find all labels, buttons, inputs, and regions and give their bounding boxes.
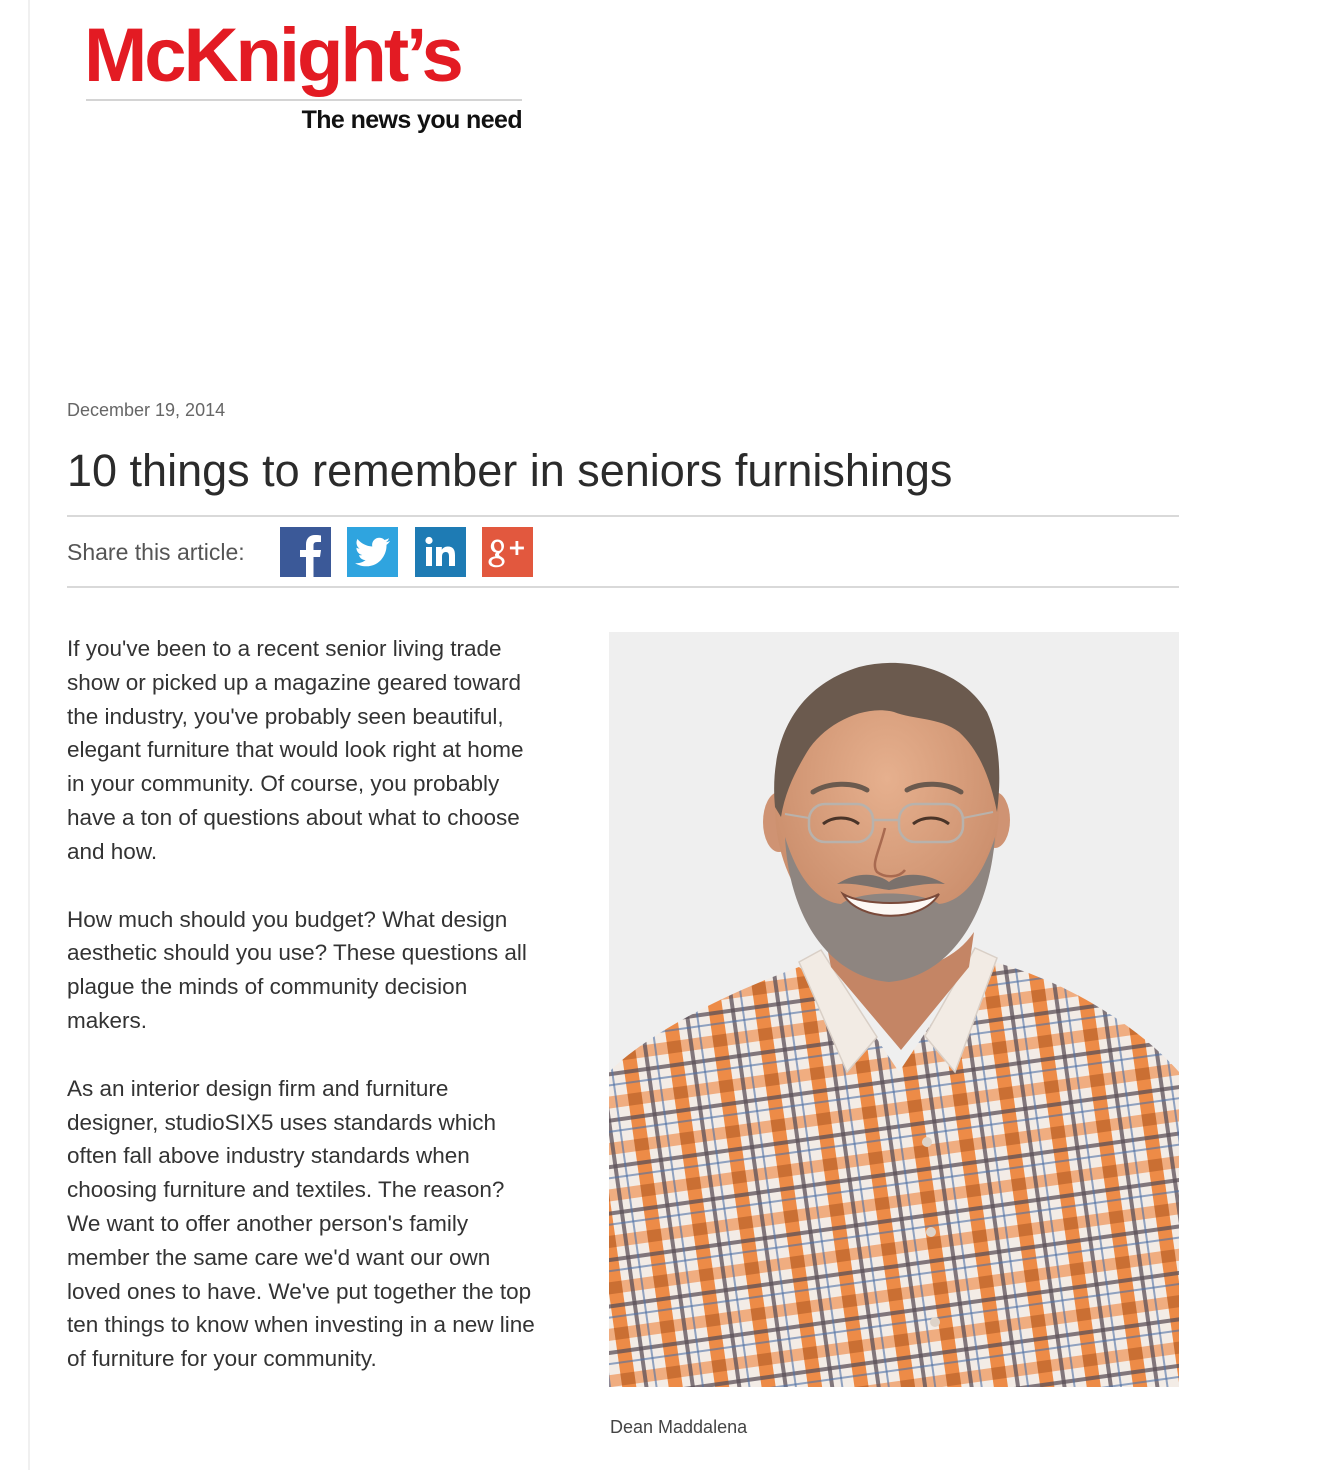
logo-divider (86, 99, 522, 101)
article-body (67, 632, 535, 1410)
share-label: Share this article: (67, 539, 245, 565)
facebook-icon (280, 527, 331, 577)
site-logo[interactable] (84, 8, 524, 138)
page-left-border (28, 0, 30, 1470)
share-facebook-button[interactable] (280, 527, 331, 577)
article-paragraph: How much should you budget? What design aesthetic should you use? These questions all plague the minds of community decision makers. (67, 906, 527, 1033)
logo-wordmark: McKnight’s (84, 13, 461, 98)
share-divider-top (67, 515, 1179, 517)
article-date: December 19, 2014 (67, 400, 226, 420)
share-twitter-button[interactable] (347, 527, 398, 577)
article-paragraph: If you've been to a recent senior living trade show or picked up a magazine geared toward the industry, you've probably seen beautiful, elegant furniture that would look right at home in your community. Of course, you probably have a ton of questions about what to choose and how. (67, 636, 524, 864)
share-divider-bottom (67, 586, 1179, 588)
article-title: 10 things to remember in seniors furnishings (67, 445, 953, 496)
twitter-bird-icon (347, 527, 398, 577)
google-plus-icon (482, 527, 533, 577)
logo-tagline: The news you need (301, 106, 522, 134)
linkedin-icon (415, 527, 466, 577)
article-paragraph: As an interior design firm and furniture designer, studioSIX5 uses standards which often fall above industry standards when choosing furniture and textiles. The reason? We want to offer another person's family member the same care we'd want our own loved ones to have. We've put together the top ten things to know when investing in a new line of furniture for your community. (67, 1075, 535, 1372)
author-photo[interactable] (609, 632, 1179, 1387)
portrait-illustration (609, 632, 1179, 1387)
share-linkedin-button[interactable] (415, 527, 466, 577)
photo-caption: Dean Maddalena (610, 1417, 748, 1437)
share-google-plus-button[interactable] (482, 527, 533, 577)
